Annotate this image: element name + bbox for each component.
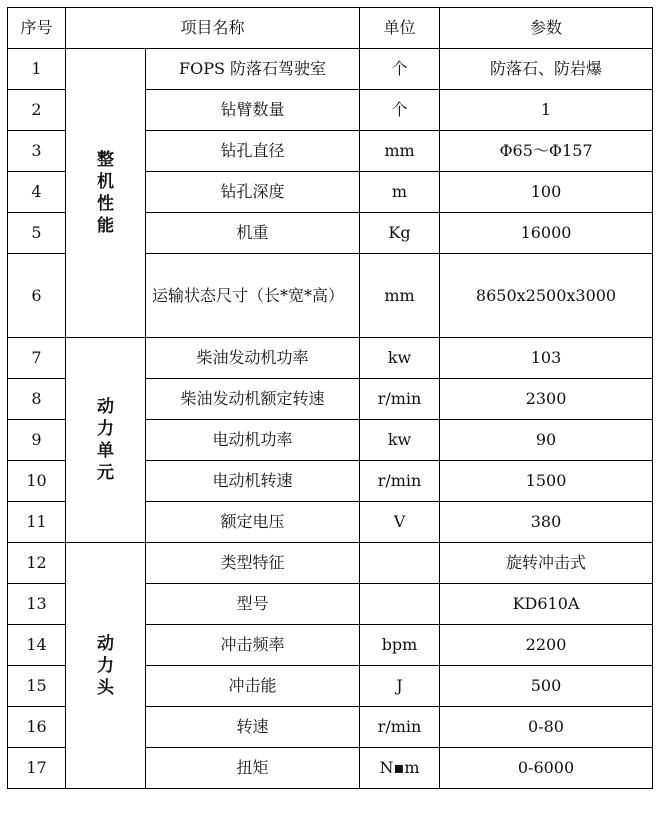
table-row bbox=[8, 543, 653, 584]
row-unit: V bbox=[360, 502, 440, 543]
row-value: 2300 bbox=[440, 379, 653, 420]
row-name: 转速 bbox=[146, 707, 360, 748]
row-no: 1 bbox=[8, 49, 66, 90]
header-param: 参数 bbox=[440, 8, 653, 49]
header-row bbox=[8, 8, 653, 49]
row-value: 0-80 bbox=[440, 707, 653, 748]
row-no: 14 bbox=[8, 625, 66, 666]
row-value: 500 bbox=[440, 666, 653, 707]
row-value: 防落石、防岩爆 bbox=[440, 49, 653, 90]
row-name: 柴油发动机额定转速 bbox=[146, 379, 360, 420]
row-unit: r/min bbox=[360, 707, 440, 748]
row-no: 7 bbox=[8, 338, 66, 379]
row-value: 100 bbox=[440, 172, 653, 213]
row-name: 冲击能 bbox=[146, 666, 360, 707]
row-name: 电动机转速 bbox=[146, 461, 360, 502]
row-no: 5 bbox=[8, 213, 66, 254]
row-value: Φ65～Φ157 bbox=[440, 131, 653, 172]
row-name: 扭矩 bbox=[146, 748, 360, 789]
row-unit: mm bbox=[360, 131, 440, 172]
row-value: 16000 bbox=[440, 213, 653, 254]
row-unit: r/min bbox=[360, 379, 440, 420]
row-value: 2200 bbox=[440, 625, 653, 666]
row-name: FOPS 防落石驾驶室 bbox=[146, 49, 360, 90]
row-no: 2 bbox=[8, 90, 66, 131]
row-no: 13 bbox=[8, 584, 66, 625]
row-unit bbox=[360, 543, 440, 584]
row-name: 柴油发动机功率 bbox=[146, 338, 360, 379]
row-name: 运输状态尺寸（长*宽*高） bbox=[146, 254, 360, 338]
row-value: 90 bbox=[440, 420, 653, 461]
group-label-power-head: 动力头 bbox=[66, 543, 146, 789]
row-unit: bpm bbox=[360, 625, 440, 666]
row-no: 12 bbox=[8, 543, 66, 584]
row-name: 钻孔深度 bbox=[146, 172, 360, 213]
header-item: 项目名称 bbox=[66, 8, 360, 49]
row-name: 额定电压 bbox=[146, 502, 360, 543]
row-unit: kw bbox=[360, 420, 440, 461]
row-no: 15 bbox=[8, 666, 66, 707]
row-value: 1 bbox=[440, 90, 653, 131]
row-unit: 个 bbox=[360, 49, 440, 90]
row-no: 3 bbox=[8, 131, 66, 172]
table-row bbox=[8, 338, 653, 379]
header-unit: 单位 bbox=[360, 8, 440, 49]
row-unit: J bbox=[360, 666, 440, 707]
row-value: 0-6000 bbox=[440, 748, 653, 789]
row-value: KD610A bbox=[440, 584, 653, 625]
row-name: 钻臂数量 bbox=[146, 90, 360, 131]
table-row bbox=[8, 49, 653, 90]
header-no: 序号 bbox=[8, 8, 66, 49]
row-name: 型号 bbox=[146, 584, 360, 625]
row-unit: mm bbox=[360, 254, 440, 338]
row-unit: 个 bbox=[360, 90, 440, 131]
row-value: 8650x2500x3000 bbox=[440, 254, 653, 338]
row-no: 9 bbox=[8, 420, 66, 461]
row-unit: kw bbox=[360, 338, 440, 379]
row-no: 10 bbox=[8, 461, 66, 502]
row-unit: r/min bbox=[360, 461, 440, 502]
group-label-power-unit: 动力单元 bbox=[66, 338, 146, 543]
row-no: 17 bbox=[8, 748, 66, 789]
row-value: 380 bbox=[440, 502, 653, 543]
row-name: 冲击频率 bbox=[146, 625, 360, 666]
row-unit: N▪m bbox=[360, 748, 440, 789]
row-value: 1500 bbox=[440, 461, 653, 502]
spec-table bbox=[7, 7, 653, 789]
row-no: 6 bbox=[8, 254, 66, 338]
row-no: 4 bbox=[8, 172, 66, 213]
row-no: 8 bbox=[8, 379, 66, 420]
row-value: 旋转冲击式 bbox=[440, 543, 653, 584]
row-unit: Kg bbox=[360, 213, 440, 254]
row-name: 机重 bbox=[146, 213, 360, 254]
row-unit bbox=[360, 584, 440, 625]
row-name: 钻孔直径 bbox=[146, 131, 360, 172]
group-label-machine: 整机性能 bbox=[66, 49, 146, 338]
row-value: 103 bbox=[440, 338, 653, 379]
row-name: 电动机功率 bbox=[146, 420, 360, 461]
row-no: 11 bbox=[8, 502, 66, 543]
row-unit: m bbox=[360, 172, 440, 213]
row-name: 类型特征 bbox=[146, 543, 360, 584]
row-no: 16 bbox=[8, 707, 66, 748]
